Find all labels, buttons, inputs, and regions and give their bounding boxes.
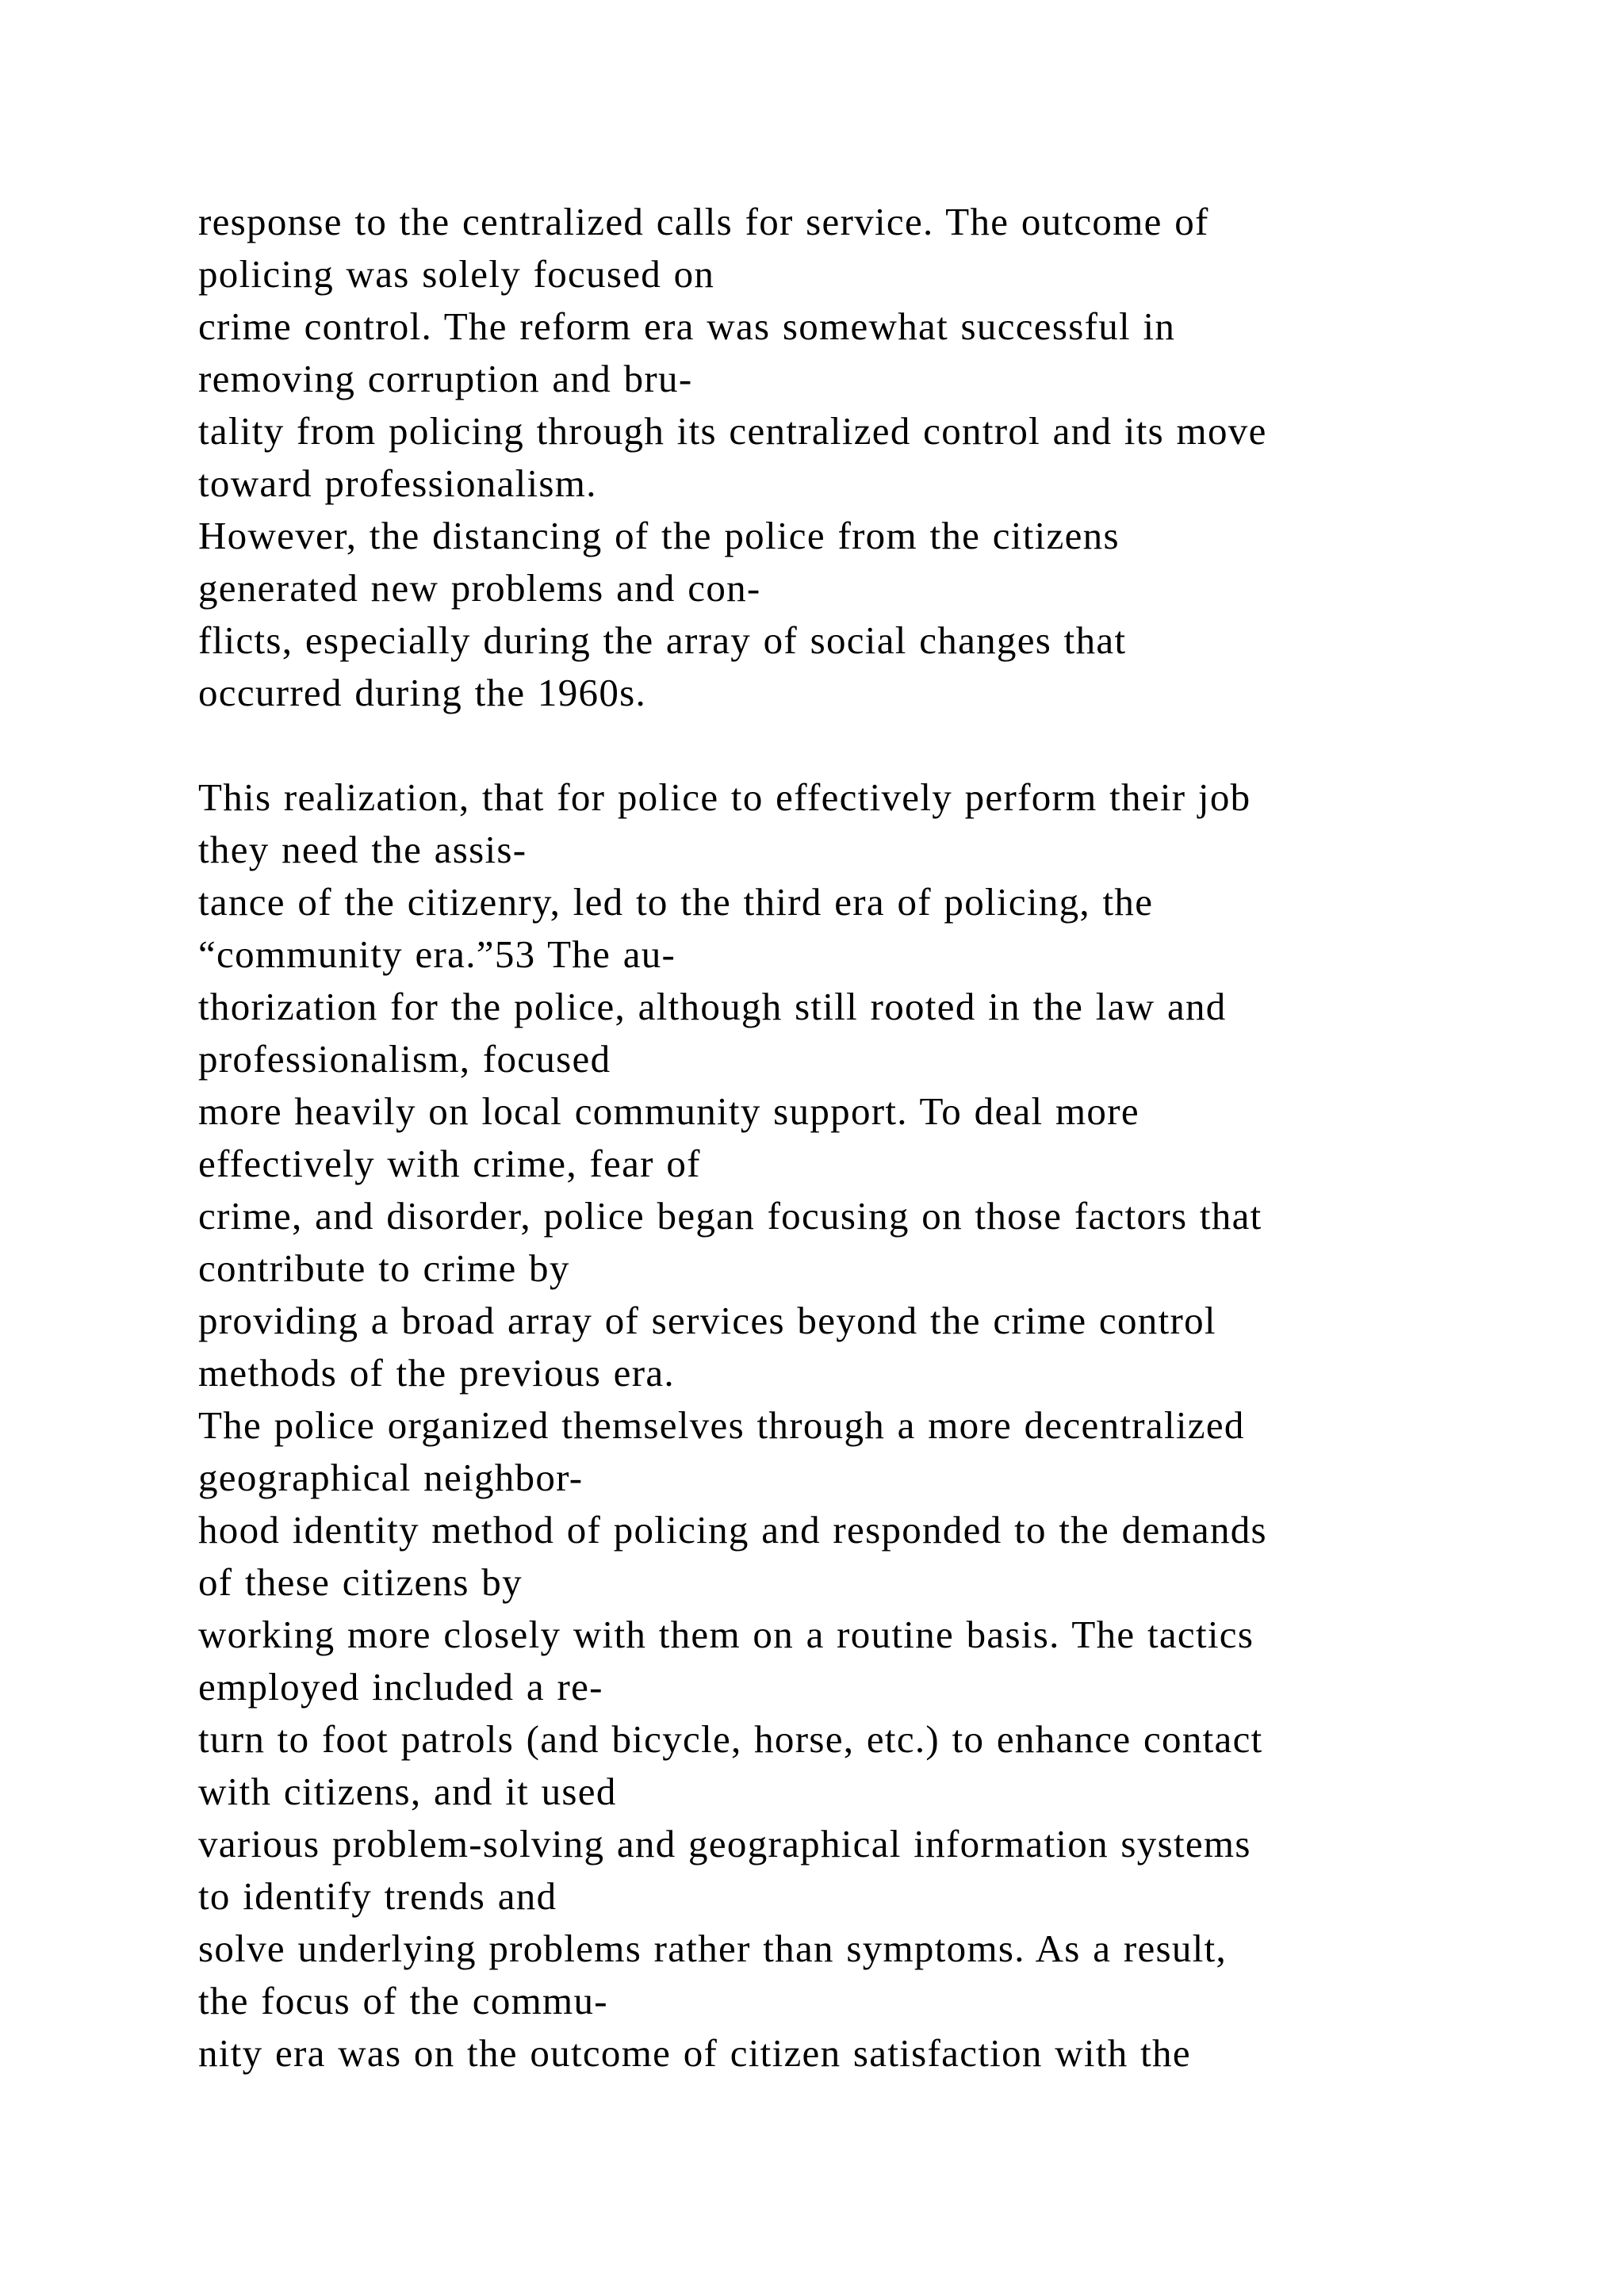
text-line: flicts, especially during the array of social changes that	[198, 618, 1127, 662]
text-line: response to the centralized calls for service. The outcome of	[198, 200, 1209, 243]
text-line: occurred during the 1960s.	[198, 671, 647, 714]
text-line: methods of the previous era.	[198, 1351, 675, 1395]
text-line: tance of the citizenry, led to the third era of policing, the	[198, 880, 1154, 924]
text-line: However, the distancing of the police from the citizens	[198, 514, 1120, 557]
text-line: employed included a re-	[198, 1665, 603, 1709]
text-line: providing a broad array of services beyond the crime control	[198, 1299, 1216, 1342]
paragraph-break	[198, 719, 1594, 771]
text-line: crime control. The reform era was somewhat successful in	[198, 304, 1176, 348]
text-line: The police organized themselves through a more decentralized	[198, 1403, 1245, 1447]
text-line: working more closely with them on a routine basis. The tactics	[198, 1613, 1254, 1656]
text-line: geographical neighbor-	[198, 1456, 584, 1499]
text-line: of these citizens by	[198, 1560, 523, 1604]
text-line: removing corruption and bru-	[198, 357, 693, 400]
text-line: hood identity method of policing and responded to the demands	[198, 1508, 1267, 1552]
text-line: more heavily on local community support. To deal more	[198, 1089, 1139, 1133]
text-line: to identify trends and	[198, 1874, 557, 1918]
text-line: the focus of the commu-	[198, 1979, 608, 2022]
text-line: contribute to crime by	[198, 1246, 570, 1290]
text-line: with citizens, and it used	[198, 1770, 617, 1813]
text-line: various problem-solving and geographical information systems	[198, 1822, 1251, 1866]
text-line: “community era.”53 The au-	[198, 932, 676, 976]
text-line: This realization, that for police to effectively perform their job	[198, 775, 1251, 819]
text-line: they need the assis-	[198, 828, 527, 871]
text-line: nity era was on the outcome of citizen satisfaction with the	[198, 2031, 1191, 2075]
text-line: professionalism, focused	[198, 1037, 611, 1081]
body-text	[198, 196, 1594, 2080]
text-line: tality from policing through its centralized control and its move	[198, 409, 1267, 453]
text-line: solve underlying problems rather than symptoms. As a result,	[198, 1927, 1228, 1970]
text-line: turn to foot patrols (and bicycle, horse, etc.) to enhance contact	[198, 1717, 1263, 1761]
text-line: generated new problems and con-	[198, 566, 761, 610]
text-line: policing was solely focused on	[198, 252, 715, 296]
text-line: effectively with crime, fear of	[198, 1142, 701, 1185]
text-line: crime, and disorder, police began focusing on those factors that	[198, 1194, 1262, 1238]
text-line: thorization for the police, although still rooted in the law and	[198, 985, 1227, 1028]
text-line: toward professionalism.	[198, 461, 597, 505]
